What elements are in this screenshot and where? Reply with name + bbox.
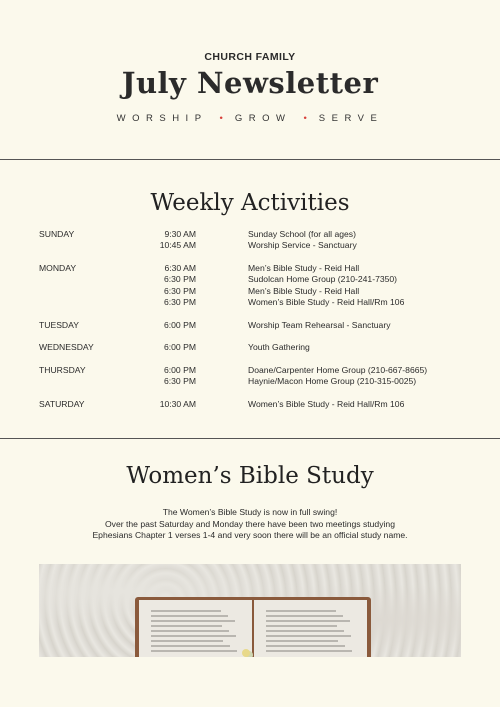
page-text-line [151, 615, 228, 617]
schedule-times [155, 229, 196, 252]
schedule-activity: Men’s Bible Study - Reid Hall [248, 263, 360, 273]
page-text-line [151, 630, 229, 632]
schedule-time: 6:30 AM [164, 263, 196, 273]
schedule-activity: Youth Gathering [248, 342, 310, 352]
schedule-time: 10:45 AM [159, 240, 196, 251]
schedule-day: THURSDAY [39, 365, 86, 375]
page-text-line [266, 615, 343, 617]
schedule-time: 6:00 PM [163, 342, 196, 352]
tagline-grow: GROW [234, 113, 292, 124]
schedule-activities [248, 342, 478, 353]
schedule-times [155, 263, 196, 308]
schedule-activity: Worship Service - Sanctuary [248, 240, 357, 251]
page-text-line [266, 630, 344, 632]
page-title: July Newsletter [121, 66, 379, 100]
page-text-line [151, 620, 235, 622]
page-text-line [266, 610, 336, 612]
schedule-activity: Worship Team Rehearsal - Sanctuary [248, 320, 391, 330]
schedule-activities [248, 320, 478, 331]
bible-book [135, 597, 371, 657]
womens-study-body [40, 507, 460, 542]
body-line: The Women’s Bible Study is now in full swing! [162, 507, 338, 517]
schedule-time: 10:30 AM [159, 399, 196, 409]
newsletter-header [0, 0, 500, 160]
schedule-activity: Haynie/Macon Home Group (210-315-0025) [248, 376, 417, 387]
schedule-time: 6:30 PM [163, 296, 196, 307]
schedule-time: 6:00 PM [163, 320, 196, 330]
schedule-day: SUNDAY [39, 229, 75, 239]
schedule-activities [248, 399, 478, 410]
schedule-day: WEDNESDAY [39, 342, 94, 352]
body-line: Ephesians Chapter 1 verses 1-4 and very soon there will be an official study name. [92, 530, 408, 541]
schedule-times [155, 342, 196, 353]
divider [0, 159, 500, 160]
schedule-activity: Men’s Bible Study - Reid Hall [248, 285, 360, 296]
schedule-day: SATURDAY [39, 399, 85, 409]
schedule-activities [248, 365, 478, 388]
schedule-time: 6:30 PM [163, 285, 196, 296]
page-text-line [266, 645, 345, 647]
page-text-line [151, 625, 222, 627]
open-bible-photo [39, 564, 461, 657]
page-text-line [151, 650, 237, 652]
tagline-dot: • [219, 113, 223, 124]
bible-page-left [139, 600, 252, 657]
schedule-activity: Doane/Carpenter Home Group (210-667-8665) [248, 365, 428, 375]
page-text-line [151, 610, 221, 612]
womens-study-title: Women’s Bible Study [126, 463, 374, 489]
bible-page-right [254, 600, 367, 657]
tagline-worship: WORSHIP [116, 113, 208, 124]
schedule-times [155, 320, 196, 331]
tagline [0, 113, 500, 124]
schedule-time: 6:30 PM [163, 376, 196, 387]
tagline-dot: • [303, 113, 307, 124]
page-text-line [266, 620, 350, 622]
flower-icon [242, 649, 250, 657]
schedule-time: 6:00 PM [163, 365, 196, 375]
schedule-activity: Women’s Bible Study - Reid Hall/Rm 106 [248, 399, 405, 409]
schedule-times [155, 399, 196, 410]
schedule-activities [248, 229, 478, 252]
kicker-text: CHURCH FAMILY [204, 51, 296, 63]
page-text-line [151, 635, 236, 637]
page-text-line [266, 635, 351, 637]
page-text-line [266, 625, 337, 627]
divider [0, 438, 500, 439]
tagline-serve: SERVE [318, 113, 384, 124]
page-text-line [266, 650, 352, 652]
schedule-activity: Sudolcan Home Group (210-241-7350) [248, 274, 398, 285]
page-text-line [151, 645, 230, 647]
page-text-line [151, 640, 223, 642]
page-text-line [266, 640, 338, 642]
schedule-day: MONDAY [39, 263, 77, 273]
schedule-activities [248, 263, 478, 308]
schedule-times [155, 365, 196, 388]
activities-title: Weekly Activities [150, 190, 350, 216]
body-line: Over the past Saturday and Monday there have been two meetings studying [105, 518, 395, 529]
schedule-activity: Women’s Bible Study - Reid Hall/Rm 106 [248, 296, 405, 307]
schedule-time: 9:30 AM [164, 229, 196, 239]
schedule-day: TUESDAY [39, 320, 79, 330]
schedule-time: 6:30 PM [163, 274, 196, 285]
schedule-activity: Sunday School (for all ages) [248, 229, 356, 239]
